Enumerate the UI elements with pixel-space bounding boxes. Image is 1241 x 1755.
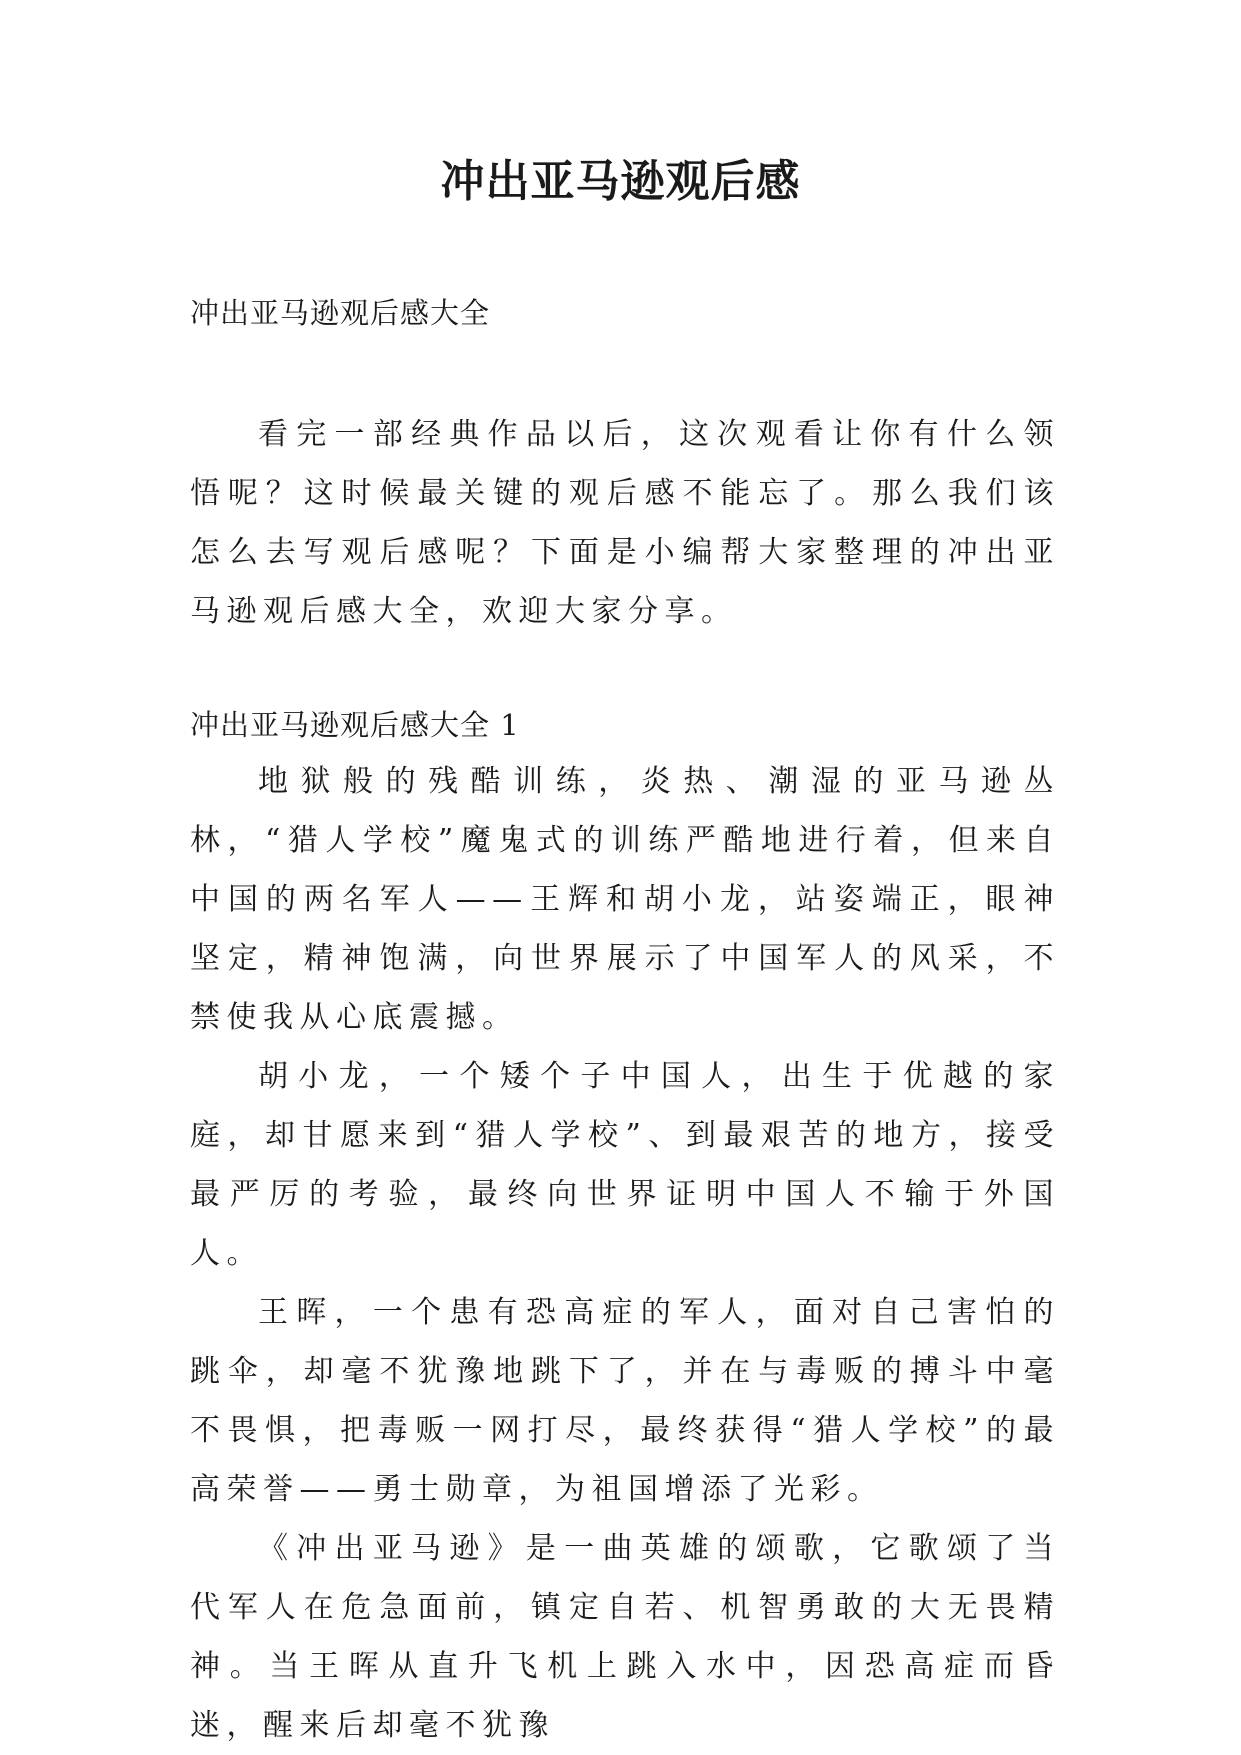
body-paragraph-2: 胡小龙，一个矮个子中国人，出生于优越的家庭，却甘愿来到“猎人学校”、到最艰苦的地方，接受最严厉的考验，最终向世界证明中国人不输于外国人。 [190,1059,1060,1271]
body-paragraph-4: 《冲出亚马逊》是一曲英雄的颂歌，它歌颂了当代军人在危急面前，镇定自若、机智勇敢的大无畏精神。当王晖从直升飞机上跳入水中，因恐高症而昏迷，醒来后却毫不犹豫 [190,1531,1060,1743]
body-paragraph-3: 王晖，一个患有恐高症的军人，面对自己害怕的跳伞，却毫不犹豫地跳下了，并在与毒贩的搏斗中毫不畏惧，把毒贩一网打尽，最终获得“猎人学校”的最高荣誉——勇士勋章，为祖国增添了光彩。 [190,1295,1060,1507]
body-paragraph-1: 地狱般的残酷训练，炎热、潮湿的亚马逊丛林，“猎人学校”魔鬼式的训练严酷地进行着，但来自中国的两名军人——王辉和胡小龙，站姿端正，眼神坚定，精神饱满，向世界展示了中国军人的风采，不禁使我从心底震撼。 [190,764,1060,1035]
document-title: 冲出亚马逊观后感 [440,156,801,207]
document-subtitle: 冲出亚马逊观后感大全 [190,296,491,330]
section-body [190,752,1060,1755]
section-heading: 冲出亚马逊观后感大全 1 [190,708,520,742]
intro-block [190,405,1060,641]
intro-paragraph: 看完一部经典作品以后，这次观看让你有什么领悟呢？这时候最关键的观后感不能忘了。那么我们该怎么去写观后感呢？下面是小编帮大家整理的冲出亚马逊观后感大全，欢迎大家分享。 [190,417,1060,629]
